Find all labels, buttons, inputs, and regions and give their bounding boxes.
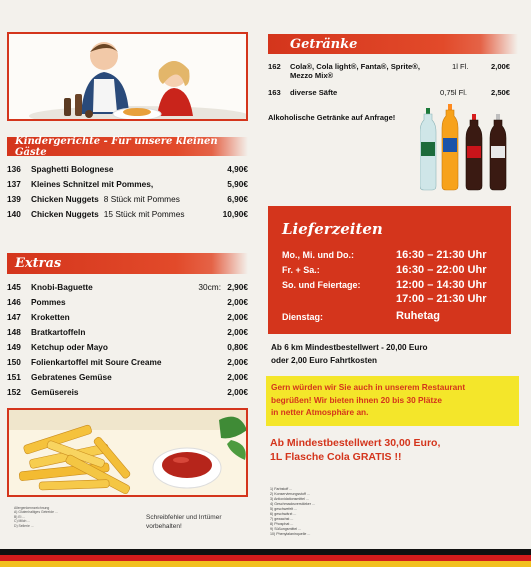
- item-number: 145: [7, 282, 21, 292]
- delivery-time: 17:00 – 21:30 Uhr: [396, 293, 487, 305]
- item-price: 5,90€: [227, 179, 248, 189]
- list-item: [7, 357, 248, 367]
- drinks-banner: [268, 34, 518, 54]
- additive-footnotes: [270, 487, 520, 537]
- footnote-line: 9) Süßungsmittel ...: [270, 527, 302, 531]
- item-name: Spaghetti Bolognese: [31, 164, 114, 174]
- restaurant-line: in netter Atmosphäre an.: [271, 407, 369, 417]
- item-name: Folienkartoffel mit Soure Creame: [31, 357, 162, 367]
- smallprint-line: A) Glutenhaltiges Getreide ...: [14, 510, 58, 515]
- drinks-title: Getränke: [290, 36, 358, 52]
- item-price: 0,80€: [227, 342, 248, 352]
- item-name: [290, 62, 420, 80]
- footnote-line: 8) Phosphat ...: [270, 522, 294, 526]
- list-item: [7, 372, 248, 382]
- kids-list: [7, 164, 248, 224]
- flag-stripe: [0, 549, 531, 567]
- item-number: 140: [7, 209, 21, 219]
- delivery-day: Mo., Mi. und Do.:: [282, 250, 354, 260]
- item-price: 2,00€: [490, 62, 510, 71]
- item-number: 147: [7, 312, 21, 322]
- delivery-time: Ruhetag: [396, 310, 440, 322]
- min-order-line: oder 2,00 Euro Fahrtkosten: [271, 356, 378, 365]
- item-size: 0,75l Fl.: [440, 88, 468, 97]
- extras-title: Extras: [15, 256, 62, 271]
- item-name-line: Cola®, Cola light®, Fanta®, Sprite®,: [290, 62, 420, 71]
- kids-photo: [7, 32, 248, 121]
- min-order-note: [271, 341, 428, 367]
- item-number: 146: [7, 297, 21, 307]
- item-name: Ketchup oder Mayo: [31, 342, 108, 352]
- list-item: [7, 342, 248, 352]
- list-item: [7, 327, 248, 337]
- item-price: 2,00€: [227, 297, 248, 307]
- footnote-line: 10) Phenylalaninquelle ...: [270, 532, 311, 536]
- alcohol-note: Alkoholische Getränke auf Anfrage!: [268, 113, 396, 122]
- item-number: 151: [7, 372, 21, 382]
- item-price: 2,00€: [227, 387, 248, 397]
- item-name: Gebratenes Gemüse: [31, 372, 112, 382]
- item-name: Chicken Nuggets: [31, 194, 99, 204]
- item-price: 2,00€: [227, 372, 248, 382]
- errata-line: vorbehalten!: [146, 523, 182, 530]
- item-number: 163: [268, 88, 281, 97]
- delivery-day: Dienstag:: [282, 312, 324, 322]
- list-item: [7, 297, 248, 307]
- errata-line: Schreibfehler und Irrtümer: [146, 514, 222, 521]
- item-size: 1l Fl.: [452, 62, 469, 71]
- fries-photo: [7, 408, 248, 497]
- list-item: [7, 387, 248, 397]
- item-number: 136: [7, 164, 21, 174]
- restaurant-line: begrüßen! Wir bieten ihnen 20 bis 30 Plätze: [271, 394, 442, 405]
- item-name: Bratkartoffeln: [31, 327, 86, 337]
- item-price: 6,90€: [227, 194, 248, 204]
- item-number: 137: [7, 179, 21, 189]
- footnote-line: 7) gewachst ...: [270, 517, 294, 521]
- delivery-day: Fr. + Sa.:: [282, 265, 320, 275]
- item-name: diverse Säfte: [290, 88, 338, 97]
- footnote-line: 4) Geschmacksverstärker ...: [270, 502, 315, 506]
- item-detail: 8 Stück mit Pommes: [103, 194, 180, 204]
- list-item: [7, 282, 248, 292]
- item-price: 10,90€: [222, 209, 248, 219]
- delivery-title: Lieferzeiten: [282, 220, 383, 238]
- item-number: 150: [7, 357, 21, 367]
- item-detail: 15 Stück mit Pommes: [103, 209, 185, 219]
- item-name-line: Mezzo Mix®: [290, 71, 334, 80]
- item-number: 152: [7, 387, 21, 397]
- item-number: 162: [268, 62, 281, 71]
- allergen-smallprint: [14, 506, 134, 528]
- footnote-line: 2) Konservierungsstoff ...: [270, 492, 310, 496]
- delivery-box: [268, 206, 511, 334]
- footnote-line: 3) Antioxidationsmittel ...: [270, 497, 309, 501]
- restaurant-box: [266, 376, 519, 426]
- item-number: 149: [7, 342, 21, 352]
- item-name: Chicken Nuggets: [31, 209, 99, 219]
- kids-banner: [7, 137, 248, 156]
- delivery-time: 16:30 – 21:30 Uhr: [396, 249, 487, 261]
- item-price: 2,90€: [227, 282, 248, 292]
- item-number: 139: [7, 194, 21, 204]
- item-price: 4,90€: [227, 164, 248, 174]
- list-item: [7, 312, 248, 322]
- delivery-day: So. und Feiertage:: [282, 280, 361, 290]
- list-item: [7, 179, 248, 189]
- item-name: Gemüsereis: [31, 387, 79, 397]
- item-price: 2,00€: [227, 327, 248, 337]
- smallprint-line: B) Ei ...: [14, 514, 26, 519]
- list-item: [7, 194, 248, 204]
- promo-line: Ab Mindestbestellwert 30,00 Euro,: [270, 437, 441, 449]
- extras-list: [7, 282, 248, 402]
- promo-note: [270, 436, 440, 464]
- extras-banner: [7, 253, 248, 274]
- item-number: 148: [7, 327, 21, 337]
- item-price: 2,50€: [490, 88, 510, 97]
- item-name: Kleines Schnitzel mit Pommes,: [31, 179, 154, 189]
- delivery-time: 12:00 – 14:30 Uhr: [396, 279, 487, 291]
- smallprint-line: D) Sellerie ...: [14, 523, 34, 528]
- footnote-line: 5) geschwefelt ...: [270, 507, 298, 511]
- bottles-image: [420, 100, 520, 195]
- item-price: 2,00€: [227, 357, 248, 367]
- list-item: [7, 164, 248, 174]
- list-item: [7, 209, 248, 219]
- item-detail: 30cm:: [198, 282, 221, 292]
- min-order-line: Ab 6 km Mindestbestellwert - 20,00 Euro: [271, 343, 428, 352]
- kids-title: Kindergerichte - Für unsere kleinen Gäste: [15, 135, 218, 158]
- item-name: Kroketten: [31, 312, 70, 322]
- delivery-time: 16:30 – 22:00 Uhr: [396, 264, 487, 276]
- item-price: 2,00€: [227, 312, 248, 322]
- footnote-line: 1) Farbstoff ...: [270, 487, 293, 491]
- smallprint-line: C) Milch ...: [14, 519, 31, 524]
- item-name: Knobi-Baguette: [31, 282, 93, 292]
- restaurant-line: Gern würden wir Sie auch in unserem Restaurant: [271, 382, 466, 392]
- promo-line: 1L Flasche Cola GRATIS !!: [270, 451, 402, 463]
- errata-note: [146, 513, 246, 531]
- smallprint-line: Allergenkennzeichnung: [14, 506, 50, 510]
- footnote-line: 6) geschwärzt ...: [270, 512, 297, 516]
- item-name: Pommes: [31, 297, 66, 307]
